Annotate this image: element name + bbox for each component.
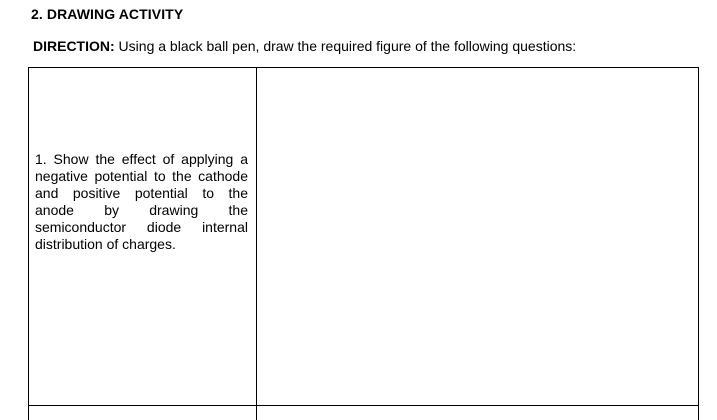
- question-line: and positive potential to the: [35, 185, 248, 201]
- drawing-answer-area[interactable]: [257, 68, 698, 405]
- question-line: 1. Show the effect of applying a: [35, 151, 248, 167]
- direction-label: DIRECTION:: [33, 38, 115, 54]
- row-divider: [28, 405, 699, 406]
- question-line: semiconductor diode internal: [35, 219, 248, 235]
- question-line: distribution of charges.: [35, 236, 176, 252]
- question-line: negative potential to the cathode: [35, 168, 248, 184]
- direction-instructions: Using a black ball pen, draw the required figure of the following questions:: [114, 38, 577, 54]
- direction-text: [33, 38, 576, 54]
- section-heading: 2. DRAWING ACTIVITY: [31, 6, 184, 22]
- question-1: [35, 151, 248, 253]
- question-line: anode by drawing the: [35, 202, 248, 218]
- next-table-row: [28, 405, 699, 420]
